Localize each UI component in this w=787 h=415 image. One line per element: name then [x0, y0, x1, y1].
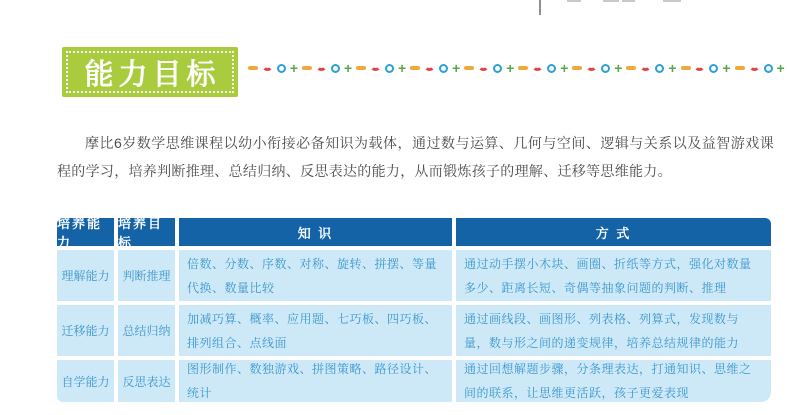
separator-dash-icon: [248, 66, 258, 70]
cell-goal: 判断推理: [118, 250, 175, 301]
separator-ring-icon: [764, 64, 773, 73]
separator-ring-icon: [385, 64, 394, 73]
separator-tilde-icon: [262, 62, 273, 71]
separator-dash-icon: [518, 66, 528, 70]
separator-dash-icon: [356, 66, 366, 70]
cell-method: 通过画线段、画图形、列表格、列算式，发现数与量，数与形之间的递变规律，培养总结规律的能力: [456, 305, 771, 356]
separator-tilde-icon: [749, 62, 760, 71]
separator-plus-icon: +: [398, 60, 407, 76]
section-title: 能力目标: [84, 58, 221, 91]
separator-plus-icon: +: [506, 60, 515, 76]
separator-ring-icon: [439, 64, 448, 73]
top-crop-mark: [603, 0, 619, 2]
separator-plus-icon: +: [343, 60, 353, 76]
top-crop-line: [539, 0, 541, 15]
header-cell-goal: 培养目标: [118, 218, 175, 246]
separator-dash-icon: [681, 66, 691, 70]
cell-ability: 自学能力: [57, 360, 114, 402]
separator-tilde-icon: [370, 62, 381, 71]
top-crop-mark: [622, 0, 635, 2]
separator-tilde-icon: [424, 62, 435, 71]
cell-method: 通过动手摆小木块、画圈、折纸等方式，强化对数量多少、距离长短、奇偶等抽象问题的判断、推理: [456, 250, 771, 301]
separator-ring-icon: [493, 64, 502, 73]
separator-tilde-icon: [532, 62, 543, 71]
separator-plus-icon: +: [560, 60, 569, 76]
separator-plus-icon: +: [668, 60, 677, 76]
separator-plus-icon: +: [614, 60, 623, 76]
separator-ring-icon: [601, 64, 610, 73]
separator-tilde-icon: [316, 62, 327, 71]
separator-plus-icon: +: [289, 60, 299, 76]
cell-knowledge: 倍数、分数、序数、对称、旋转、拼摆、等量代换、数量比较: [179, 250, 452, 301]
intro-paragraph: 摩比6岁数学思维课程以幼小衔接必备知识为载体，通过数与运算、几何与空间、逻辑与关系以及益智游戏课程的学习，培养判断推理、总结归纳、反思表达的能力，从而锻炼孩子的理解、迁移等思维能力。: [57, 135, 774, 179]
separator-plus-icon: +: [452, 60, 461, 76]
separator-ring-icon: [709, 64, 718, 73]
header-cell-knowledge: 知 识: [179, 218, 452, 246]
separator-ring-icon: [331, 64, 340, 73]
separator-ring-icon: [655, 64, 664, 73]
separator-tilde-icon: [478, 62, 489, 71]
header-cell-method: 方 式: [456, 218, 771, 246]
separator-plus-icon: +: [776, 60, 785, 76]
header-cell-ability: 培养能力: [57, 218, 114, 246]
cell-knowledge: 加减巧算、概率、应用题、七巧板、四巧板、排列组合、点线面: [179, 305, 452, 356]
separator-dash-icon: [302, 66, 312, 70]
separator-dash-icon: [572, 66, 582, 70]
separator-dash-icon: [735, 66, 745, 70]
top-crop-mark: [567, 0, 581, 2]
separator-ring-icon: [277, 64, 286, 73]
separator-ring-icon: [547, 64, 556, 73]
top-crop-mark: [663, 0, 681, 2]
separator-tilde-icon: [640, 62, 651, 71]
separator-dash-icon: [626, 66, 636, 70]
cell-method: 通过回想解题步骤，分条理表达，打通知识、思维之间的联系，让思维更活跃，孩子更爱表现: [456, 360, 771, 402]
separator-tilde-icon: [694, 62, 705, 71]
section-title-badge: [62, 47, 238, 97]
cell-goal: 总结归纳: [118, 305, 175, 356]
decorative-separator: [248, 61, 785, 75]
ability-goals-table: [57, 218, 771, 402]
separator-dash-icon: [410, 66, 420, 70]
cell-knowledge: 图形制作、数独游戏、拼图策略、路径设计、统计: [179, 360, 452, 402]
separator-dash-icon: [464, 66, 474, 70]
separator-tilde-icon: [586, 62, 597, 71]
cell-goal: 反思表达: [118, 360, 175, 402]
separator-plus-icon: +: [722, 60, 731, 76]
cell-ability: 理解能力: [57, 250, 114, 301]
cell-ability: 迁移能力: [57, 305, 114, 356]
